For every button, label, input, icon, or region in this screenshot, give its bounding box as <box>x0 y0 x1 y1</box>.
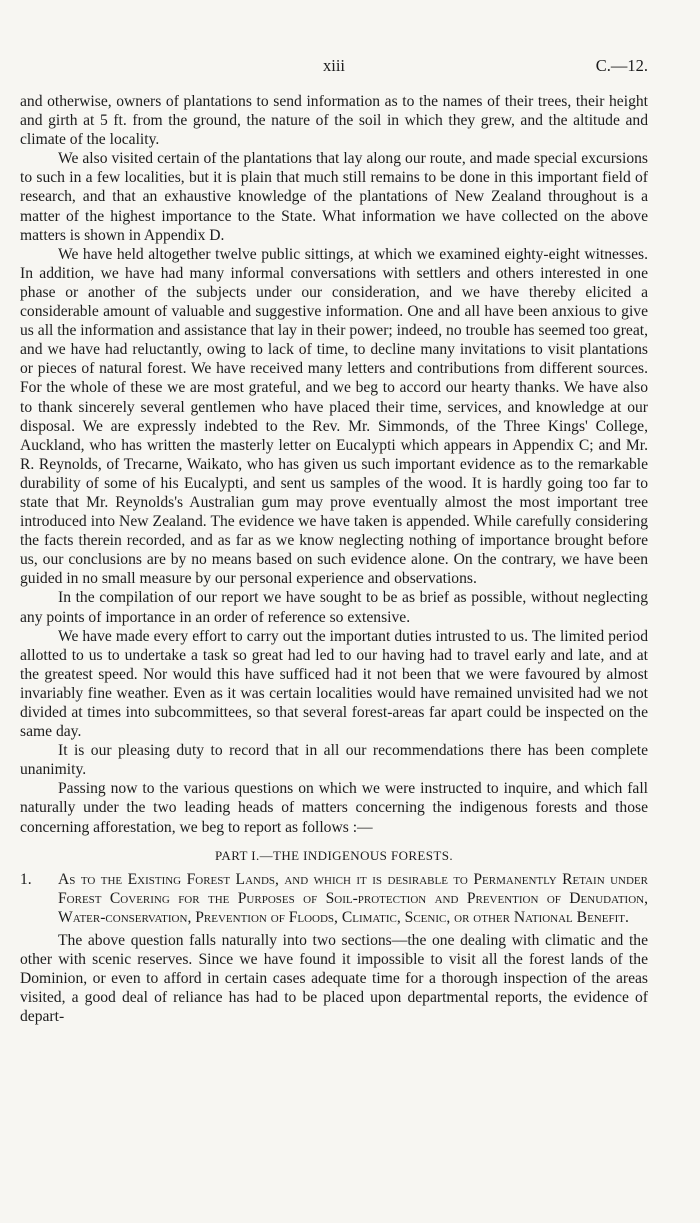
running-header <box>20 56 648 78</box>
body-text <box>20 92 648 1027</box>
page-number: xiii <box>322 56 345 75</box>
section-heading <box>20 870 648 927</box>
paragraph-public-sittings: We have held altogether twelve public sittings, at which we examined eighty-eight witnesses. In addition, we have had many informal conversations with settlers and others interested in one phase or another of the subjects under our consideration, and we have thereby elicited a considerable amount of valuable and suggestive information. One and all have been anxious to give us all the information and assistance that lay in their power; indeed, no trouble has seemed too great, and we have had reluctantly, owing to lack of time, to decline many invitations to visit plantations or pieces of natural forest. We have received many letters and contributions from different sources. For the whole of these we are most grateful, and we beg to accord our hearty thanks. We have also to thank sincerely several gentlemen who have placed their time, services, and knowledge at our disposal. We are expressly indebted to the Rev. Mr. Simmonds, of the Three Kings' College, Auckland, who has written the masterly letter on Eucalypti which appears in Appendix C; and Mr. R. Reynolds, of Trecarne, Waikato, who has given us such important evidence as to the remarkable durability of some of his Eucalypti, and sent us samples of the wood. It is hardly going too far to state that Mr. Reynolds's Australian gum may prove eventually almost the most important tree introduced into New Zealand. The evidence we have taken is appended. While carefully considering the facts therein recorded, and as far as we know neglecting nothing of importance brought before us, our conclusions are by no means based on such evidence alone. On the contrary, we have been guided in no small measure by our personal experience and observations. <box>20 245 648 588</box>
part-heading: PART I.—THE INDIGENOUS FORESTS. <box>214 847 454 863</box>
paragraph-report-brevity: In the compilation of our report we have sought to be as brief as possible, without neglecting any points of importance in an order of reference so extensive. <box>20 589 648 626</box>
document-reference: C.—12. <box>595 56 648 75</box>
paragraph-forest-sections: The above question falls naturally into two sections—the one dealing with climatic and the other with scenic reserves. Since we have found it impossible to visit all the forest lands of the Dominion, or even to afford in certain cases adequate time for a thorough inspection of the areas visited, a good deal of reliance has had to be placed upon departmental reports, the evidence of depart- <box>20 932 648 1026</box>
paragraph-questions-intro: Passing now to the various questions on which we were instructed to inquire, and which fall naturally under the two leading heads of matters concerning the indigenous forests and those concerning afforestation, we beg to report as follows :— <box>20 780 648 836</box>
paragraph-unanimity: It is our pleasing duty to record that in all our recommendations there has been complete unanimity. <box>20 742 648 779</box>
paragraph-plantation-inquiry: and otherwise, owners of plantations to send information as to the names of their trees, their height and girth at 5 ft. from the ground, the nature of the soil in which they grew, and the altitude and climate of the locality. <box>20 93 648 149</box>
paragraph-travel-effort: We have made every effort to carry out the important duties intrusted to us. The limited period allotted to us to undertake a task so great had led to our having had to travel early and late, and at the greatest speed. Nor would this have sufficed had it not been that we were favoured by almost invariably fine weather. Even as it was certain localities would have remained unvisited had we not divided at times into subcommittees, so that several forest-areas far apart could be inspected on the same day. <box>20 627 648 741</box>
section-title: As to the Existing Forest Lands, and which it is desirable to Permanently Retain under Forest Covering for the Purposes of Soil-protection and Prevention of Denudation, Water-conservation, Prevention of Floods, Climatic, Scenic, or other National Benefit. <box>58 870 648 926</box>
paragraph-plantation-visits: We also visited certain of the plantations that lay along our route, and made special excursions to such in a few localities, but it is plain that much still remains to be done in this important field of research, and that an exhaustive knowledge of the plantations of New Zealand throughout is a matter of the highest importance to the State. What information we have collected on the above matters is shown in Appendix D. <box>20 150 648 244</box>
section-number: 1. <box>20 870 32 888</box>
